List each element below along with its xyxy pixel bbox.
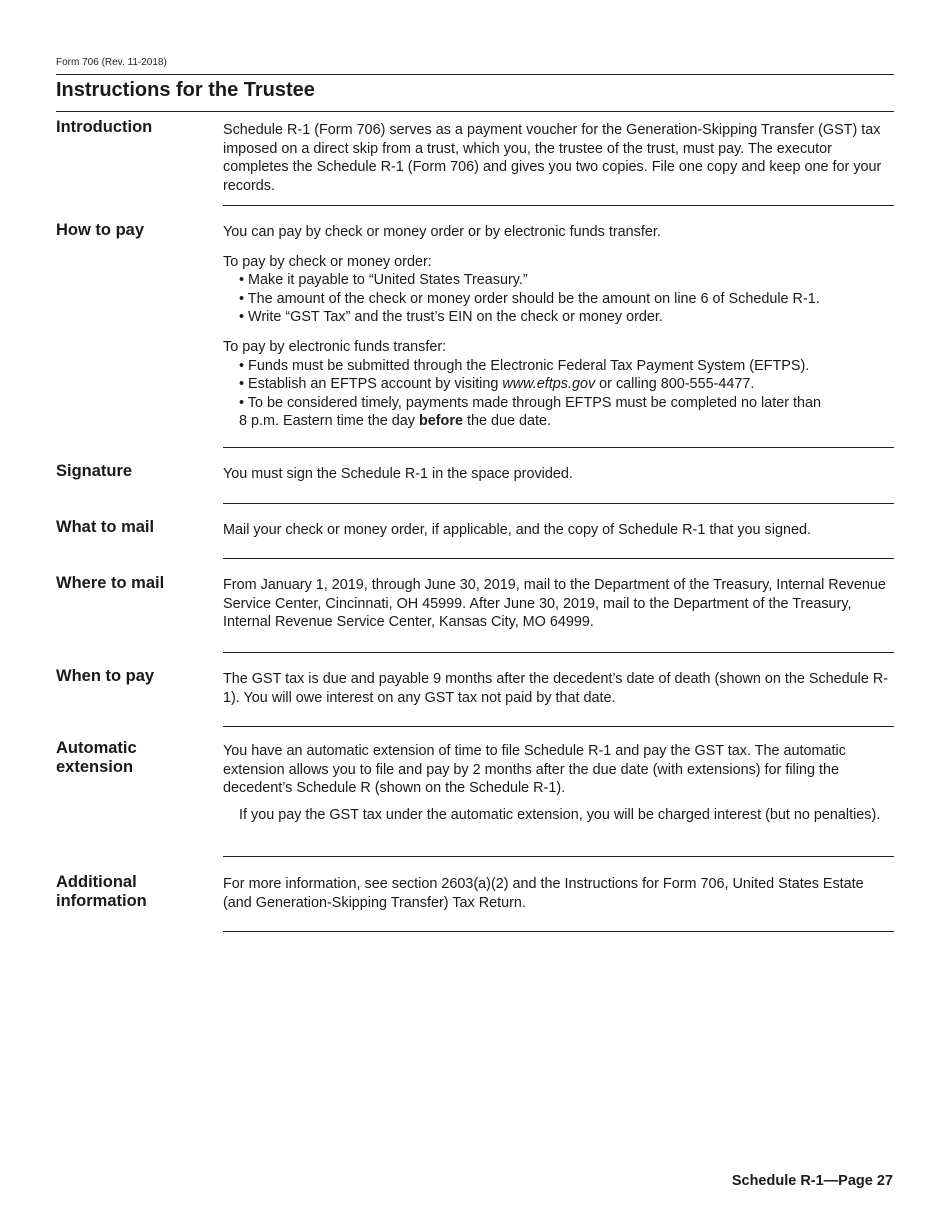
form-revision-label: Form 706 (Rev. 11-2018) <box>56 57 167 68</box>
label-line: Automatic <box>56 739 137 757</box>
eft-list-item <box>239 375 891 394</box>
eft-list-item: • Funds must be submitted through the Electronic Federal Tax Payment System (EFTPS). <box>239 357 810 374</box>
eft-item-text: 8 p.m. Eastern time the day <box>239 413 419 430</box>
label-line: information <box>56 892 147 910</box>
check-heading: To pay by check or money order: <box>223 253 432 270</box>
header-divider <box>56 74 894 75</box>
section-label-how-to-pay: How to pay <box>56 221 145 239</box>
eft-list-item: • To be considered timely, payments made through EFTPS must be completed no later than <box>239 394 822 411</box>
page-title: Instructions for the Trustee <box>56 79 315 101</box>
eft-item-text: • Establish an EFTPS account by visiting <box>239 376 503 393</box>
eft-heading: To pay by electronic funds transfer: <box>223 338 447 355</box>
check-list-item: • Make it payable to “United States Treasury.” <box>239 272 528 289</box>
label-line: extension <box>56 758 134 776</box>
section-label-where-to-mail: Where to mail <box>56 574 165 592</box>
check-list-item: • The amount of the check or money order should be the amount on line 6 of Schedule R-1. <box>239 290 820 307</box>
section-label-additional-information <box>56 873 206 911</box>
what-to-mail-text: Mail your check or money order, if applicable, and the copy of Schedule R-1 that you signed. <box>223 522 811 538</box>
section-body-introduction <box>223 121 891 203</box>
label-line: Additional <box>56 873 137 891</box>
section-divider <box>223 205 894 206</box>
title-divider <box>56 111 894 112</box>
emphasis-before: before <box>418 413 463 430</box>
section-divider <box>223 503 894 504</box>
where-to-mail-text: From January 1, 2019, through June 30, 2019, mail to the Department of the Treasury, Internal Revenue Service Center, Cincinnati, OH 45999. After June 30, 2019, mail to the Department of the Treasury, Internal Revenue Service Center, Kansas City, MO 64999. <box>223 577 886 631</box>
eftps-website-link[interactable]: www.eftps.gov <box>502 376 596 393</box>
check-list <box>223 271 891 327</box>
section-label-signature: Signature <box>56 462 133 480</box>
page-footer: Schedule R-1—Page 27 <box>731 1173 893 1189</box>
section-label-when-to-pay: When to pay <box>56 667 155 685</box>
section-body-where-to-mail <box>223 576 891 640</box>
section-body-automatic-extension <box>223 742 891 832</box>
section-body-additional-information <box>223 875 891 920</box>
automatic-extension-para: You have an automatic extension of time to file Schedule R-1 and pay the GST tax. The automatic extension allows you to file and pay by 2 months after the due date (with extensions) for filing the decedent’s Schedule R (shown on the Schedule R-1). <box>223 743 846 797</box>
section-divider <box>223 447 894 448</box>
section-divider <box>223 726 894 727</box>
eft-list-item-continued <box>239 412 891 431</box>
section-body-signature <box>223 465 891 492</box>
introduction-text: Schedule R-1 (Form 706) serves as a payment voucher for the Generation-Skipping Transfer (GST) tax imposed on a direct skip from a trust, which you, the trustee of the trust, must pay. The executor completes the Schedule R-1 (Form 706) and gives you two copies. File one copy and keep one for your records. <box>223 122 882 194</box>
section-body-when-to-pay <box>223 670 891 715</box>
section-divider <box>223 652 894 653</box>
eft-item-text: or calling 800-555-4477. <box>595 376 755 393</box>
section-label-automatic-extension <box>56 739 206 777</box>
section-body-how-to-pay <box>223 223 891 431</box>
section-divider <box>223 856 894 857</box>
signature-text: You must sign the Schedule R-1 in the space provided. <box>223 466 573 482</box>
section-label-what-to-mail: What to mail <box>56 518 155 536</box>
section-body-what-to-mail <box>223 521 891 548</box>
check-list-item: • Write “GST Tax” and the trust’s EIN on the check or money order. <box>239 309 663 326</box>
automatic-extension-para: If you pay the GST tax under the automatic extension, you will be charged interest (but no penalties). <box>239 806 881 823</box>
how-to-pay-intro: You can pay by check or money order or by electronic funds transfer. <box>223 224 661 240</box>
section-divider <box>223 931 894 932</box>
section-divider <box>223 558 894 559</box>
eft-item-text: the due date. <box>462 413 551 430</box>
eft-list <box>223 357 891 431</box>
section-label-introduction: Introduction <box>56 118 153 136</box>
when-to-pay-text: The GST tax is due and payable 9 months after the decedent’s date of death (shown on the Schedule R-1). You will owe interest on any GST tax not paid by that date. <box>223 671 889 706</box>
additional-information-text: For more information, see section 2603(a)(2) and the Instructions for Form 706, United States Estate (and Generation-Skipping Transfer) Tax Return. <box>223 876 864 911</box>
